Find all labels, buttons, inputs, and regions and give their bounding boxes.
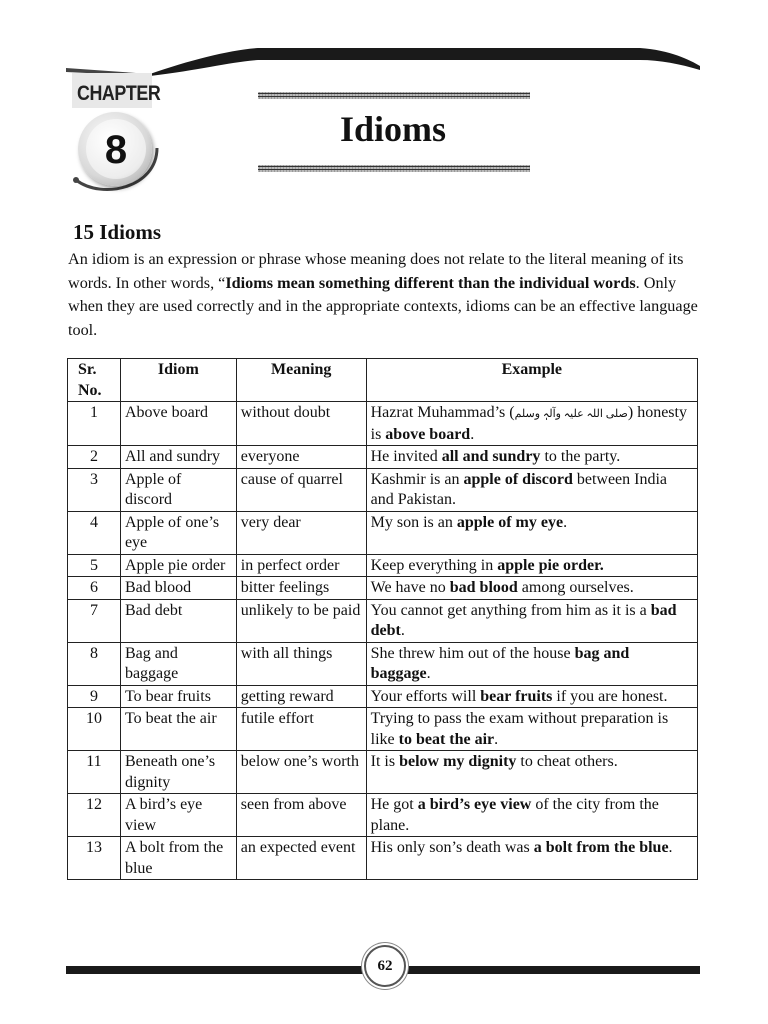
- row-sr-number: 13: [68, 837, 121, 880]
- intro-paragraph: An idiom is an expression or phrase whose meaning does not relate to the literal meaning of its words. In other words, “Idioms mean something different than the individual words. Only when they are used correctly and in the appropriate contexts, idioms can be an effective language tool.: [68, 250, 698, 339]
- table-row: [68, 599, 698, 642]
- example-idiom-emphasis: bad debt: [370, 601, 677, 639]
- row-idiom: Above board: [120, 402, 236, 446]
- example-idiom-emphasis: to beat the air: [398, 730, 495, 748]
- table-row: [68, 837, 698, 880]
- row-example: [366, 511, 697, 554]
- table-row: [68, 642, 698, 685]
- idioms-table: [67, 358, 698, 880]
- table-row: [68, 751, 698, 794]
- row-sr-number: 10: [68, 708, 121, 751]
- example-text: Trying to pass the exam without preparation is like: [370, 710, 669, 748]
- example-text: to the party.: [540, 448, 621, 465]
- row-idiom: To beat the air: [120, 708, 236, 751]
- table-row: [68, 708, 698, 751]
- example-idiom-emphasis: apple of my eye: [456, 513, 564, 531]
- row-idiom: Bag and baggage: [120, 642, 236, 685]
- example-idiom-emphasis: apple pie order.: [497, 556, 604, 574]
- page-title: Idioms: [339, 109, 447, 149]
- example-text: Your efforts will: [370, 687, 481, 705]
- row-meaning: bitter feelings: [236, 577, 366, 600]
- example-text: He invited: [370, 448, 442, 465]
- row-meaning: futile effort: [236, 708, 366, 751]
- example-text: among ourselves.: [517, 579, 634, 596]
- example-text: .: [563, 513, 568, 531]
- example-text: .: [426, 665, 431, 682]
- row-sr-number: 3: [68, 468, 121, 511]
- row-sr-number: 6: [68, 577, 121, 600]
- example-text: if you are honest.: [552, 687, 668, 705]
- example-idiom-emphasis: below my dignity: [399, 753, 517, 770]
- row-example: [366, 642, 697, 685]
- row-example: [366, 685, 697, 708]
- row-meaning: below one’s worth: [236, 751, 366, 794]
- row-idiom: A bolt from the blue: [120, 837, 236, 880]
- table-row: [68, 468, 698, 511]
- example-idiom-emphasis: bad blood: [449, 579, 518, 596]
- row-sr-number: 2: [68, 446, 121, 469]
- example-idiom-emphasis: all and sundry: [441, 448, 541, 465]
- example-text: You cannot get anything from him as it is a: [370, 601, 651, 619]
- header-sr: Sr. No.: [68, 359, 121, 402]
- row-sr-number: 8: [68, 642, 121, 685]
- table-row: [68, 446, 698, 469]
- row-meaning: cause of quarrel: [236, 468, 366, 511]
- row-meaning: very dear: [236, 511, 366, 554]
- row-meaning: without doubt: [236, 402, 366, 446]
- row-meaning: unlikely to be paid: [236, 599, 366, 642]
- example-text: to cheat others.: [516, 753, 618, 770]
- row-sr-number: 5: [68, 554, 121, 577]
- example-idiom-emphasis: apple of discord: [463, 470, 573, 488]
- example-text: Keep everything in: [370, 556, 498, 574]
- example-text: between India and Pakistan.: [370, 470, 668, 508]
- table-row: [68, 402, 698, 446]
- example-text: We have no: [370, 579, 450, 596]
- intro-emphasis: Idioms mean something different than the individual words: [225, 273, 636, 292]
- page-number: 62: [377, 958, 393, 974]
- example-text: Kashmir is an: [370, 470, 464, 488]
- section-heading: 15 Idioms: [73, 220, 162, 244]
- title-bottom-dots: [258, 165, 530, 172]
- example-text: It is: [370, 753, 400, 770]
- row-example: [366, 708, 697, 751]
- title-top-dots: [258, 92, 530, 99]
- example-idiom-emphasis: above board: [385, 425, 471, 443]
- example-text: .: [668, 839, 673, 856]
- example-text: He got: [370, 796, 418, 813]
- example-text: of the city from the plane.: [370, 796, 659, 834]
- row-example: [366, 554, 697, 577]
- example-text: She threw him out of the house: [370, 644, 575, 662]
- example-text: .: [400, 622, 405, 639]
- row-sr-number: 12: [68, 794, 121, 837]
- row-example: [366, 599, 697, 642]
- example-idiom-emphasis: bear fruits: [480, 687, 553, 705]
- table-row: [68, 511, 698, 554]
- chapter-number: 8: [104, 128, 128, 172]
- row-meaning: everyone: [236, 446, 366, 469]
- honorific-script: صلی اللہ علیہ وآلہٖ وسلم: [514, 408, 628, 420]
- example-idiom-emphasis: bag and baggage: [370, 644, 630, 682]
- row-idiom: All and sundry: [120, 446, 236, 469]
- example-text: My son is an: [370, 513, 457, 531]
- row-sr-number: 9: [68, 685, 121, 708]
- row-idiom: A bird’s eye view: [120, 794, 236, 837]
- example-idiom-emphasis: a bird’s eye view: [417, 796, 532, 813]
- table-row: [68, 794, 698, 837]
- row-sr-number: 7: [68, 599, 121, 642]
- row-example: [366, 751, 697, 794]
- row-meaning: getting reward: [236, 685, 366, 708]
- example-text: His only son’s death was: [370, 839, 534, 856]
- row-idiom: Apple of one’s eye: [120, 511, 236, 554]
- row-meaning: in perfect order: [236, 554, 366, 577]
- row-example: [366, 446, 697, 469]
- header-example: Example: [366, 359, 697, 402]
- row-example: [366, 794, 697, 837]
- example-text: .: [494, 730, 499, 748]
- row-sr-number: 4: [68, 511, 121, 554]
- row-sr-number: 1: [68, 402, 121, 446]
- row-idiom: To bear fruits: [120, 685, 236, 708]
- table-header-row: [68, 359, 698, 402]
- header-idiom: Idiom: [120, 359, 236, 402]
- chapter-label: CHAPTER: [77, 82, 161, 105]
- row-example: [366, 402, 697, 446]
- row-sr-number: 11: [68, 751, 121, 794]
- table-row: [68, 685, 698, 708]
- example-text: Hazrat Muhammad’s (: [370, 404, 515, 421]
- row-example: [366, 837, 697, 880]
- row-idiom: Bad blood: [120, 577, 236, 600]
- table-row: [68, 554, 698, 577]
- row-meaning: an expected event: [236, 837, 366, 880]
- row-meaning: with all things: [236, 642, 366, 685]
- table-row: [68, 577, 698, 600]
- row-idiom: Apple of discord: [120, 468, 236, 511]
- example-text: .: [470, 425, 475, 443]
- row-idiom: Beneath one’s dignity: [120, 751, 236, 794]
- header-meaning: Meaning: [236, 359, 366, 402]
- example-idiom-emphasis: a bolt from the blue: [533, 839, 669, 856]
- row-idiom: Apple pie order: [120, 554, 236, 577]
- row-example: [366, 468, 697, 511]
- row-example: [366, 577, 697, 600]
- row-idiom: Bad debt: [120, 599, 236, 642]
- row-meaning: seen from above: [236, 794, 366, 837]
- example-text: ) honesty is: [370, 404, 687, 443]
